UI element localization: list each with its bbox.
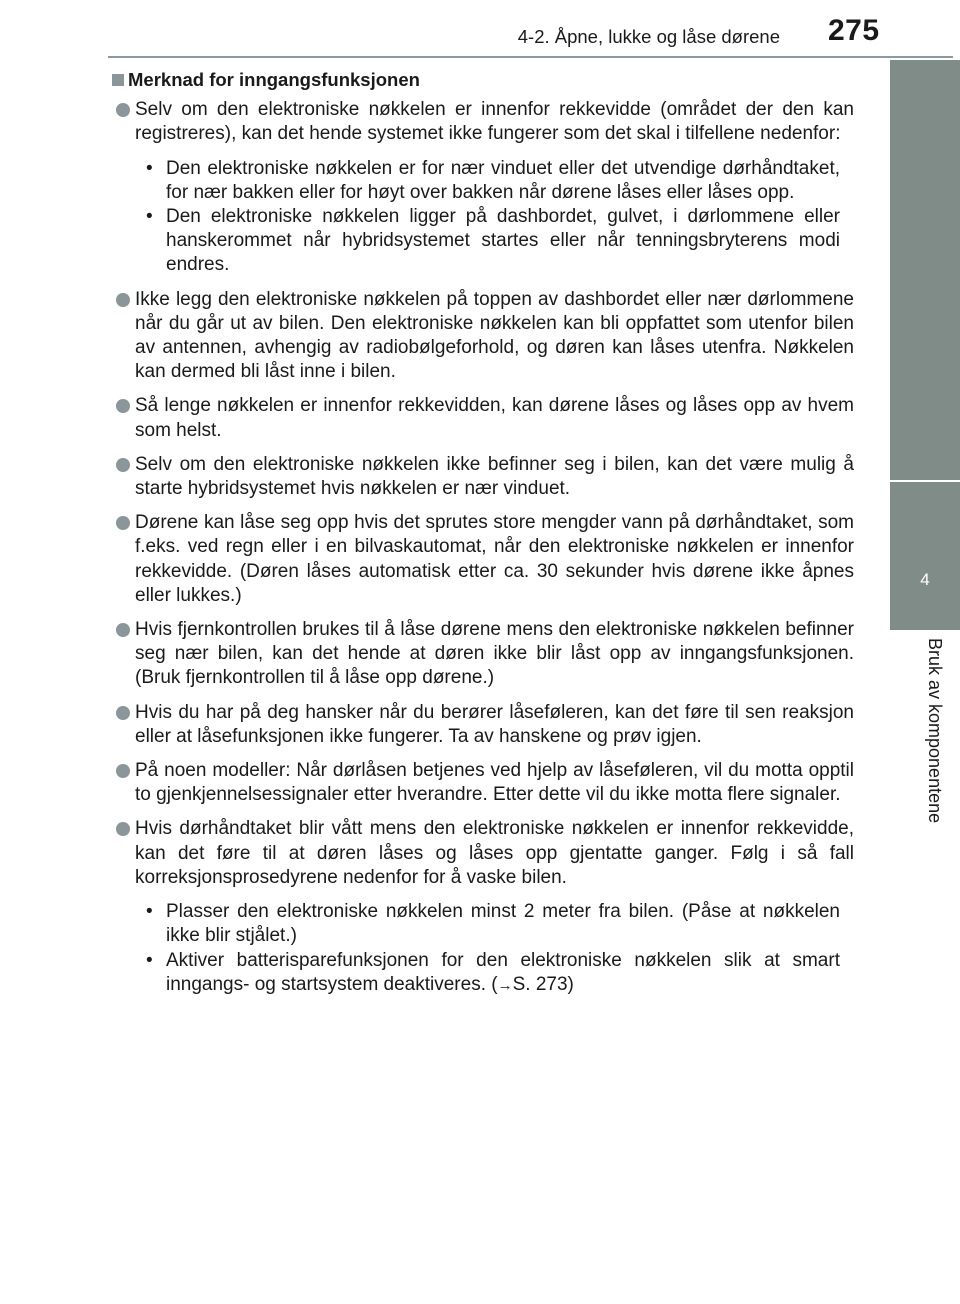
bullet-dot-icon: [116, 458, 130, 472]
list-item-text: På noen modeller: Når dørlåsen betjenes ved hjelp av låseføleren, vil du motta opptil to gjenkjennelsessignaler etter hverandre. Etter dette vil du ikke motta flere signaler.: [135, 760, 854, 806]
list-item: [112, 701, 854, 749]
sub-list-item-text: Den elektroniske nøkkelen ligger på dashbordet, gulvet, i dørlommene eller hanskerommet når hybridsystemet startes eller når tenningsbryterens modi endres.: [166, 206, 840, 276]
list-item-text: Selv om den elektroniske nøkkelen er innenfor rekkevidde (området der den kan registreres), kan det hende systemet ikke fungerer som det skal i tilfellene nedenfor:: [135, 99, 854, 145]
header-rule: [108, 56, 953, 58]
square-marker-icon: [112, 74, 124, 86]
list-item-text: Hvis dørhåndtaket blir vått mens den elektroniske nøkkelen er innenfor rekkevidde, kan det føre til at døren låses og låses opp gjentatte ganger. Følg i så fall korreksjonsprosedyrene nedenfor for å vaske bilen.: [135, 818, 854, 888]
chapter-side-tab: [890, 60, 960, 1304]
bullet-dot-icon: [116, 822, 130, 836]
chapter-title: Bruk av komponentene: [925, 638, 945, 824]
list-item: [112, 394, 854, 442]
side-tab-band: [890, 60, 960, 470]
list-item: [112, 288, 854, 385]
side-tab-separator: [890, 480, 960, 482]
bullet-dot-icon: [116, 399, 130, 413]
bullet-dot-icon: [116, 516, 130, 530]
sub-bullet: •: [146, 949, 153, 971]
sub-list-item: [112, 900, 854, 948]
bullet-dot-icon: [116, 706, 130, 720]
list-item: [112, 98, 854, 146]
list-item-text: Ikke legg den elektroniske nøkkelen på toppen av dashbordet eller nær dørlommene når du går ut av bilen. Den elektroniske nøkkelen kan bli oppfattet som utenfor bilen av antennen, avhengig av radiobølgeforhold, og døren kan låses utenfra. Nøkkelen kan dermed bli låst inne i bilen.: [135, 288, 854, 383]
bullet-dot-icon: [116, 623, 130, 637]
arrow-right-icon: →: [497, 976, 513, 994]
sub-list-item-text: Plasser den elektroniske nøkkelen minst 2 meter fra bilen. (Påse at nøkkelen ikke blir stjålet.): [166, 901, 840, 947]
list-item-text: Hvis fjernkontrollen brukes til å låse dørene mens den elektroniske nøkkelen befinner seg nær bilen, kan det hende at døren ikke blir låst opp av inngangsfunksjonen. (Bruk fjernkontrollen til å låse opp dørene.): [135, 619, 854, 689]
sub-list-item-text: Den elektroniske nøkkelen er for nær vinduet eller det utvendige dørhåndtaket, for nær bakken eller for høyt over bakken når dørene låses eller låses opp.: [166, 157, 840, 203]
bullet-dot-icon: [116, 764, 130, 778]
sub-list: [112, 157, 854, 278]
section-heading-text: Merknad for inngangsfunksjonen: [128, 69, 420, 90]
sub-list-item-text: Aktiver batterisparefunksjonen for den elektroniske nøkkelen slik at smart inngangs- og startsystem deaktiveres. (: [166, 949, 840, 995]
list-item: [112, 759, 854, 807]
page-header: [0, 0, 960, 60]
chapter-number: 4: [920, 570, 930, 589]
list-item-text: Selv om den elektroniske nøkkelen ikke befinner seg i bilen, kan det være mulig å starte hybridsystemet hvis nøkkelen er nær vinduet.: [135, 453, 854, 500]
sub-list-item: [112, 949, 854, 998]
list-item: [112, 453, 854, 501]
list-item: [112, 618, 854, 691]
list-item-text: Hvis du har på deg hansker når du berører låseføleren, kan det føre til sen reaksjon eller at låsefunksjonen ikke fungerer. Ta av hanskene og prøv igjen.: [135, 701, 854, 747]
sub-list-item: [112, 157, 854, 205]
bullet-dot-icon: [116, 293, 130, 307]
section-title: 4-2. Åpne, lukke og låse dørene: [517, 26, 780, 47]
side-tab-number-box: [890, 470, 960, 630]
sub-bullet: •: [146, 157, 153, 179]
page-reference-link[interactable]: S. 273): [512, 973, 574, 995]
bullet-dot-icon: [116, 103, 130, 117]
list-item-text: Så lenge nøkkelen er innenfor rekkevidden, kan dørene låses og låses opp av hvem som helst.: [135, 395, 854, 441]
list-item: [112, 511, 854, 608]
sub-list: [112, 900, 854, 998]
section-heading: [112, 68, 854, 92]
page-number: 275: [828, 14, 880, 47]
list-item-text: Dørene kan låse seg opp hvis det sprutes store mengder vann på dørhåndtaket, som f.eks. ved regn eller i en bilvaskautomat, når den elektroniske nøkkelen er innenfor rekkevidde. (Døren låses automatisk etter ca. 30 sekunder hvis dørene ikke åpnes eller lukkes.): [135, 512, 854, 606]
list-item: [112, 817, 854, 890]
page-content: [112, 68, 854, 1008]
sub-list-item: [112, 205, 854, 278]
sub-bullet: •: [146, 901, 153, 923]
sub-bullet: •: [146, 206, 153, 228]
